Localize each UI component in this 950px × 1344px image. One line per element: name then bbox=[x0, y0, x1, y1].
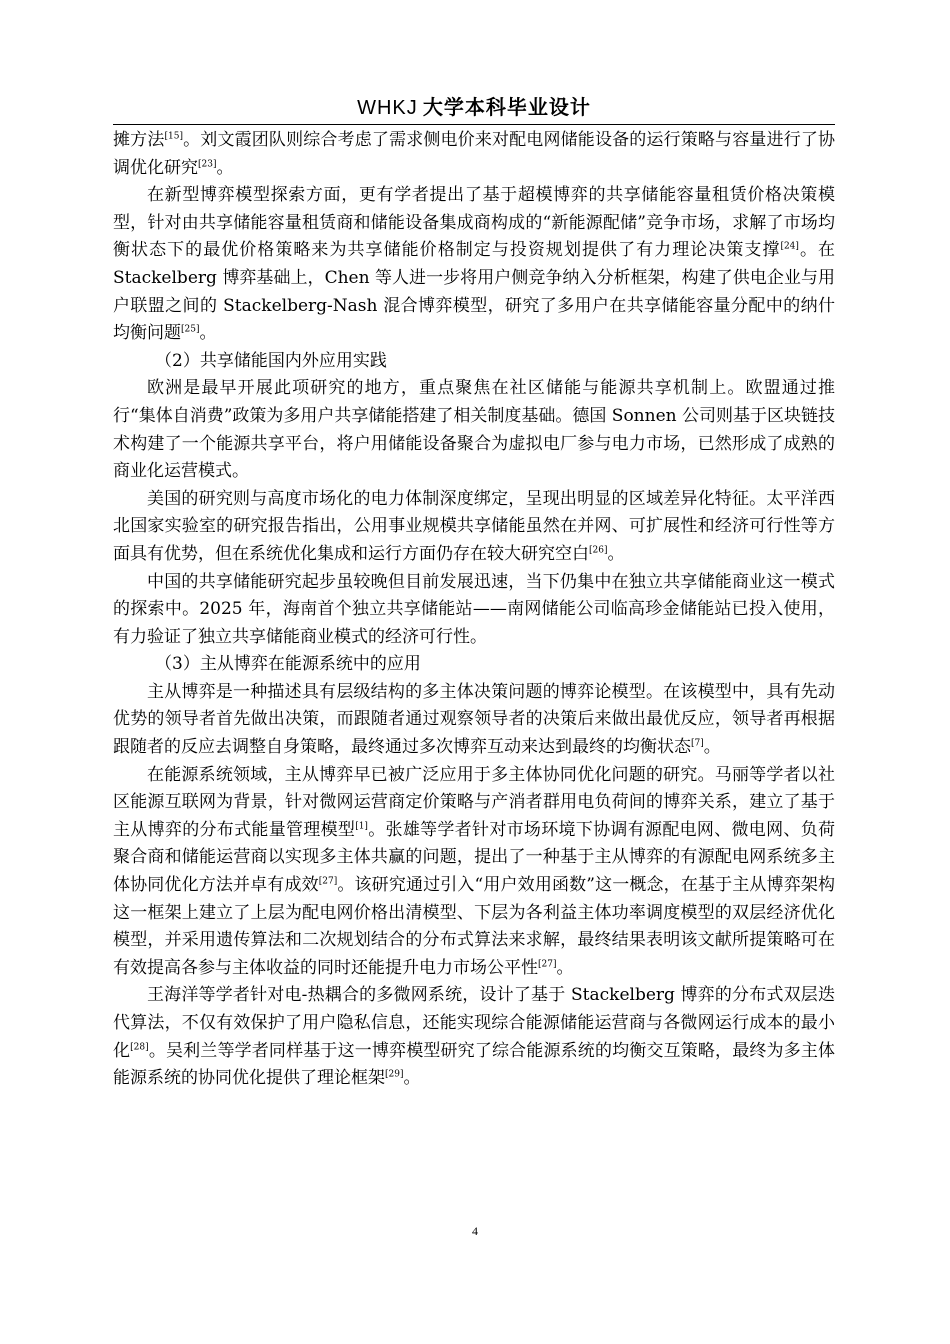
citation: [27] bbox=[318, 876, 338, 887]
citation: [27] bbox=[538, 959, 557, 970]
citation: [29] bbox=[385, 1069, 404, 1080]
citation: [28] bbox=[130, 1041, 149, 1052]
text: 。 bbox=[556, 957, 574, 978]
text: 主从博弈是一种描述具有层级结构的多主体决策问题的博弈论模型。在该模型中，具有先动优势的领导者首先做出决策，而跟随者通过观察领导者的决策后来做出最优反应，领导者再根据跟随者的反应去调整自身策略，最终通过多次博弈互动来达到最终的均衡状态 bbox=[113, 681, 835, 758]
paragraph-2 bbox=[113, 182, 835, 348]
section-heading-3: （3）主从博弈在能源系统中的应用 bbox=[155, 654, 421, 675]
text: 。 bbox=[703, 737, 721, 758]
text: 。该研究通过引入“用户效用函数”这一概念，在基于主从博弈架构这一框架上建立了上层为配电网价格出清模型、下层为各利益主体功率调度模型的双层经济优化模型，并采用遗传算法和二次规划结合的分布式算法来求解，最终结果表明该文献所提策略可在有效提高各参与主体收益的同时还能提升电力市场公平性 bbox=[113, 875, 835, 978]
text: 摊方法 bbox=[113, 130, 165, 150]
text: 。刘文霞团队则综合考虑了需求侧电价来对配电网储能设备的运行策略与容量进行了协调优化研究 bbox=[113, 130, 836, 178]
text: 。 bbox=[199, 323, 217, 344]
text: 。吴利兰等学者同样基于这一博弈模型研究了综合能源系统的均衡交互策略，最终为多主体能源系统的协同优化提供了理论框架 bbox=[113, 1040, 836, 1089]
text: 。 bbox=[403, 1068, 421, 1089]
citation: [15] bbox=[164, 131, 183, 142]
paragraph-4 bbox=[113, 486, 835, 569]
paragraph-5: 中国的共享储能研究起步虽较晚但目前发展迅速，当下仍集中在独立共享储能商业这一模式的探索中。2025 年，海南首个独立共享储能站——南网储能公司临高珍金储能站已投入使用，有力验证了独立共享储能商业模式的经济可行性。 bbox=[113, 571, 835, 647]
text: 王海洋等学者针对电-热耦合的多微网系统，设计了基于 Stackelberg 博弈的分布式双层迭代算法，不仅有效保护了用户隐私信息，还能实现综合能源储能运营商与各微网运行成本的最小化 bbox=[113, 985, 835, 1061]
text: 。 bbox=[216, 157, 234, 178]
paragraph-8 bbox=[113, 982, 835, 1092]
header-abbreviation: WHKJ bbox=[357, 97, 418, 119]
text: 美国的研究则与高度市场化的电力体制深度绑定，呈现出明显的区域差异化特征。太平洋西北国家实验室的研究报告指出，公用事业规模共享储能虽然在并网、可扩展性和经济可行性等方面具有优势，但在系统优化集成和运行方面仍存在较大研究空白 bbox=[113, 488, 835, 564]
page-header bbox=[113, 94, 835, 125]
citation: [7] bbox=[691, 738, 704, 749]
paragraph-7 bbox=[113, 762, 835, 983]
text: 在新型博弈模型探索方面，更有学者提出了基于超模博弈的共享储能容量租赁价格决策模型，针对由共享储能容量租赁商和储能设备集成商构成的“新能源配储”竞争市场，求解了市场均衡状态下的最优价格策略来为共享储能价格制定与投资规划提供了有力理论决策支撑 bbox=[113, 185, 835, 261]
citation: [25] bbox=[181, 324, 200, 335]
text: 。张雄等学者针对市场环境下协调有源配电网、微电网、负荷聚合商和储能运营商以实现多主体共赢的问题，提出了一种基于主从博弈的有源配电网系统多主体协同优化方法并卓有成效 bbox=[113, 819, 836, 896]
document-body bbox=[113, 127, 835, 1093]
citation: [1] bbox=[355, 821, 368, 832]
text: 。在 Stackelberg 博弈基础上，Chen 等人进一步将用户侧竞争纳入分析框架，构建了供电企业与用户联盟之间的 Stackelberg-Nash 混合博弈模型，研究了多用户在共享储能容量分配中的纳什均衡问题 bbox=[113, 240, 835, 344]
header-title: 大学本科毕业设计 bbox=[422, 95, 591, 119]
paragraph-3: 欧洲是最早开展此项研究的地方，重点聚焦在社区储能与能源共享机制上。欧盟通过推行“集体自消费”政策为多用户共享储能搭建了相关制度基础。德国 Sonnen 公司则基于区块链技术构建了一个能源共享平台，将户用储能设备聚合为虚拟电厂参与电力市场，已然形成了成熟的商业化运营模式。 bbox=[113, 378, 835, 482]
section-heading-2: （2）共享储能国内外应用实践 bbox=[155, 350, 387, 371]
page-number: 4 bbox=[472, 1224, 478, 1238]
citation: [24] bbox=[780, 241, 799, 252]
citation: [26] bbox=[589, 545, 608, 556]
citation: [23] bbox=[198, 158, 217, 169]
paragraph-6 bbox=[113, 679, 835, 762]
text: 在能源系统领域，主从博弈早已被广泛应用于多主体协同优化问题的研究。马丽等学者以社区能源互联网为背景，针对微网运营商定价策略与产消者群用电负荷间的博弈关系，建立了基于主从博弈的分布式能量管理模型 bbox=[113, 764, 835, 840]
text: 。 bbox=[607, 543, 625, 564]
paragraph-1 bbox=[113, 127, 835, 182]
